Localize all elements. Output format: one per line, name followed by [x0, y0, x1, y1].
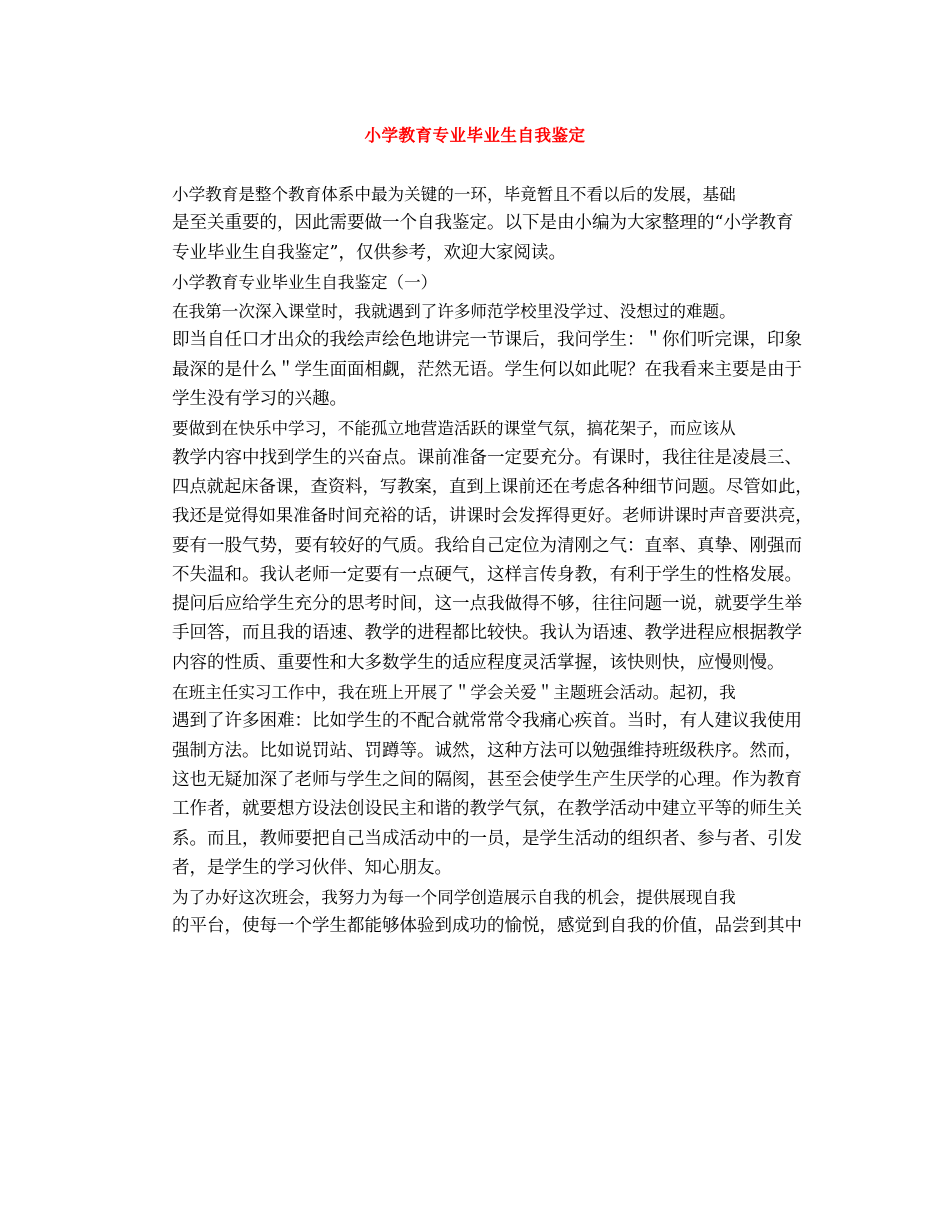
text-line: 遇到了许多困难：比如学生的不配合就常常令我痛心疾首。当时，有人建议我使用 [172, 711, 802, 732]
text-line: 要有一股气势，要有较好的气质。我给自己定位为清刚之气：直率、真挚、刚强而 [172, 535, 802, 556]
paragraph [137, 414, 813, 678]
text-line: 在我第一次深入课堂时，我就遇到了许多师范学校里没学过、没想过的难题。 [172, 302, 736, 322]
text-line: 即当自任口才出众的我绘声绘色地讲完一节课后，我问学生：＂你们听完课，印象 [172, 330, 802, 351]
text-line: 的平台，使每一个学生都能够体验到成功的愉悦，感觉到自我的价值，品尝到其中 [172, 916, 802, 937]
text-line: 手回答，而且我的语速、教学的进程都比较快。我认为语速、教学进程应根据教学 [172, 623, 802, 644]
text-line: 提问后应给学生充分的思考时间，这一点我做得不够，往往问题一说，就要学生举 [172, 594, 802, 615]
text-line: 工作者，就要想方设法创设民主和谐的教学气氛，在教学活动中建立平等的师生关 [172, 799, 802, 820]
text-line: 不失温和。我认老师一定要有一点硬气，这样言传身教，有利于学生的性格发展。 [172, 564, 802, 585]
text-line: 我还是觉得如果准备时间充裕的话，讲课时会发挥得更好。老师讲课时声音要洪亮， [172, 506, 813, 527]
text-line: 教学内容中找到学生的兴奋点。课前准备一定要充分。有课时，我往往是凌晨三、 [172, 447, 802, 468]
text-line: 为了办好这次班会，我努力为每一个同学创造展示自我的机会，提供展现自我 [172, 888, 736, 908]
text-line: 四点就起床备课，查资料，写教案，直到上课前还在考虑各种细节问题。尽管如此， [172, 476, 813, 497]
text-line: 专业毕业生自我鉴定”，仅供参考，欢迎大家阅读。 [172, 242, 566, 263]
document-title: 小学教育专业毕业生自我鉴定 [364, 126, 586, 145]
paragraph [137, 268, 813, 297]
text-line: 这也无疑加深了老师与学生之间的隔阂，甚至会使学生产生厌学的心理。作为教育 [172, 769, 802, 790]
text-line: 强制方法。比如说罚站、罚蹲等。诚然，这种方法可以勉强维持班级秩序。然而， [172, 740, 802, 761]
paragraph [137, 180, 813, 268]
document-body [137, 180, 813, 942]
text-line: 小学教育专业毕业生自我鉴定（一） [172, 272, 438, 292]
text-line: 小学教育是整个教育体系中最为关键的一环，毕竟暂且不看以后的发展，基础 [172, 185, 736, 204]
text-line: 内容的性质、重要性和大多数学生的适应程度灵活掌握，该快则快，应慢则慢。 [172, 652, 785, 673]
paragraph [137, 678, 813, 883]
text-line: 学生没有学习的兴趣。 [172, 389, 347, 410]
text-line: 在班主任实习工作中，我在班上开展了＂学会关爱＂主题班会活动。起初，我 [172, 683, 736, 703]
paragraph [137, 297, 813, 414]
text-line: 系。而且，教师要把自己当成活动中的一员，是学生活动的组织者、参与者、引发 [172, 828, 802, 849]
text-line: 是至关重要的，因此需要做一个自我鉴定。以下是由小编为大家整理的“小学教育 [172, 213, 794, 234]
paragraph [137, 883, 813, 942]
text-line: 最深的是什么＂学生面面相觑，茫然无语。学生何以如此呢？在我看来主要是由于 [172, 359, 802, 380]
text-line: 者，是学生的学习伙伴、知心朋友。 [172, 857, 452, 878]
text-line: 要做到在快乐中学习，不能孤立地营造活跃的课堂气氛，搞花架子，而应该从 [172, 419, 736, 439]
